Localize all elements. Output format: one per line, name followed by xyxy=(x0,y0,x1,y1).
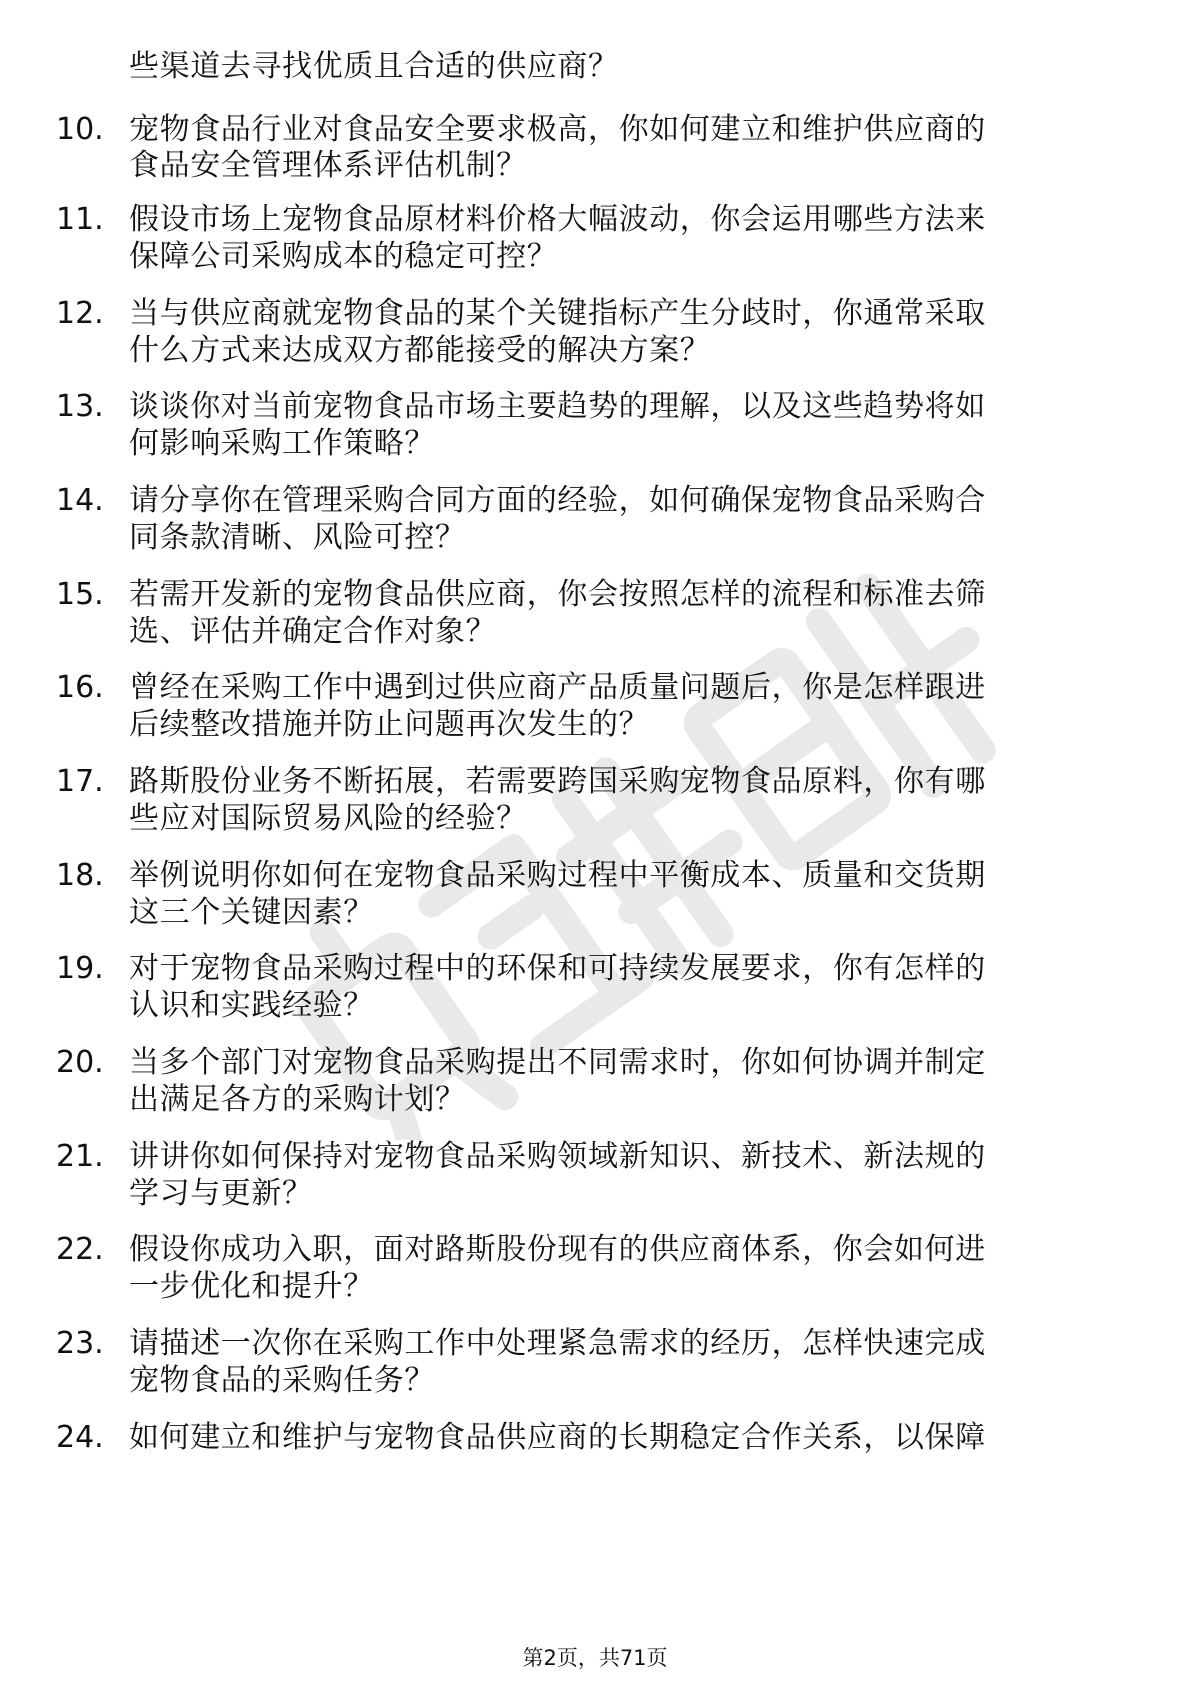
question-text-line1: 假设你成功入职，面对路斯股份现有的供应商体系，你会如何进 xyxy=(129,1232,986,1267)
question-number: 21. xyxy=(56,1139,104,1174)
question-text-line1: 若需开发新的宠物食品供应商，你会按照怎样的流程和标准去筛 xyxy=(129,577,986,612)
question-text-line2: 认识和实践经验？ xyxy=(129,988,374,1023)
question-number: 15. xyxy=(56,577,104,612)
question-text-line2: 保障公司采购成本的稳定可控？ xyxy=(129,239,558,274)
question-number: 16. xyxy=(56,670,104,705)
question-number: 11. xyxy=(56,202,104,237)
question-text-line1: 对于宠物食品采购过程中的环保和可持续发展要求，你有怎样的 xyxy=(129,951,986,986)
question-number: 14. xyxy=(56,483,104,518)
question-text-line2: 什么方式来达成双方都能接受的解决方案？ xyxy=(129,333,711,368)
continuation-text: 些渠道去寻找优质且合适的供应商？ xyxy=(129,49,619,84)
question-text-line1: 路斯股份业务不断拓展，若需要跨国采购宠物食品原料，你有哪 xyxy=(129,764,986,799)
question-text-line2: 何影响采购工作策略？ xyxy=(129,426,435,461)
question-text-line1: 请分享你在管理采购合同方面的经验，如何确保宠物食品采购合 xyxy=(129,483,986,518)
question-text-line2: 后续整改措施并防止问题再次发生的？ xyxy=(129,707,650,742)
question-text-line2: 食品安全管理体系评估机制？ xyxy=(129,148,527,183)
question-text-line2: 一步优化和提升？ xyxy=(129,1269,374,1304)
question-text-line2: 同条款清晰、风险可控？ xyxy=(129,520,466,555)
question-number: 17. xyxy=(56,764,104,799)
question-number: 22. xyxy=(56,1232,104,1267)
question-text-line1: 当多个部门对宠物食品采购提出不同需求时，你如何协调并制定 xyxy=(129,1045,986,1080)
question-text-line1: 假设市场上宠物食品原材料价格大幅波动，你会运用哪些方法来 xyxy=(129,202,986,237)
question-number: 12. xyxy=(56,296,104,331)
question-text-line1: 谈谈你对当前宠物食品市场主要趋势的理解，以及这些趋势将如 xyxy=(129,389,986,424)
question-text-line1: 请描述一次你在采购工作中处理紧急需求的经历，怎样快速完成 xyxy=(129,1326,986,1361)
question-number: 24. xyxy=(56,1420,104,1455)
question-number: 10. xyxy=(56,112,104,147)
question-text-line1: 曾经在采购工作中遇到过供应商产品质量问题后，你是怎样跟进 xyxy=(129,670,986,705)
question-text-line1: 宠物食品行业对食品安全要求极高，你如何建立和维护供应商的 xyxy=(129,112,986,147)
question-number: 20. xyxy=(56,1045,104,1080)
question-text-line1: 当与供应商就宠物食品的某个关键指标产生分歧时，你通常采取 xyxy=(129,296,986,331)
question-text-line2: 选、评估并确定合作对象？ xyxy=(129,614,497,649)
question-text-line2: 出满足各方的采购计划？ xyxy=(129,1082,466,1117)
question-text-line2: 学习与更新？ xyxy=(129,1176,313,1211)
question-text-line1: 举例说明你如何在宠物食品采购过程中平衡成本、质量和交货期 xyxy=(129,858,986,893)
question-text-line1: 如何建立和维护与宠物食品供应商的长期稳定合作关系，以保障 xyxy=(129,1420,986,1455)
question-number: 18. xyxy=(56,858,104,893)
question-number: 13. xyxy=(56,389,104,424)
question-text-line2: 些应对国际贸易风险的经验？ xyxy=(129,801,527,836)
question-number: 19. xyxy=(56,951,104,986)
question-number: 23. xyxy=(56,1326,104,1361)
question-text-line1: 讲讲你如何保持对宠物食品采购领域新知识、新技术、新法规的 xyxy=(129,1139,986,1174)
page-number: 第2页，共71页 xyxy=(522,1646,668,1670)
question-text-line2: 宠物食品的采购任务？ xyxy=(129,1363,435,1398)
question-text-line2: 这三个关键因素？ xyxy=(129,895,374,930)
